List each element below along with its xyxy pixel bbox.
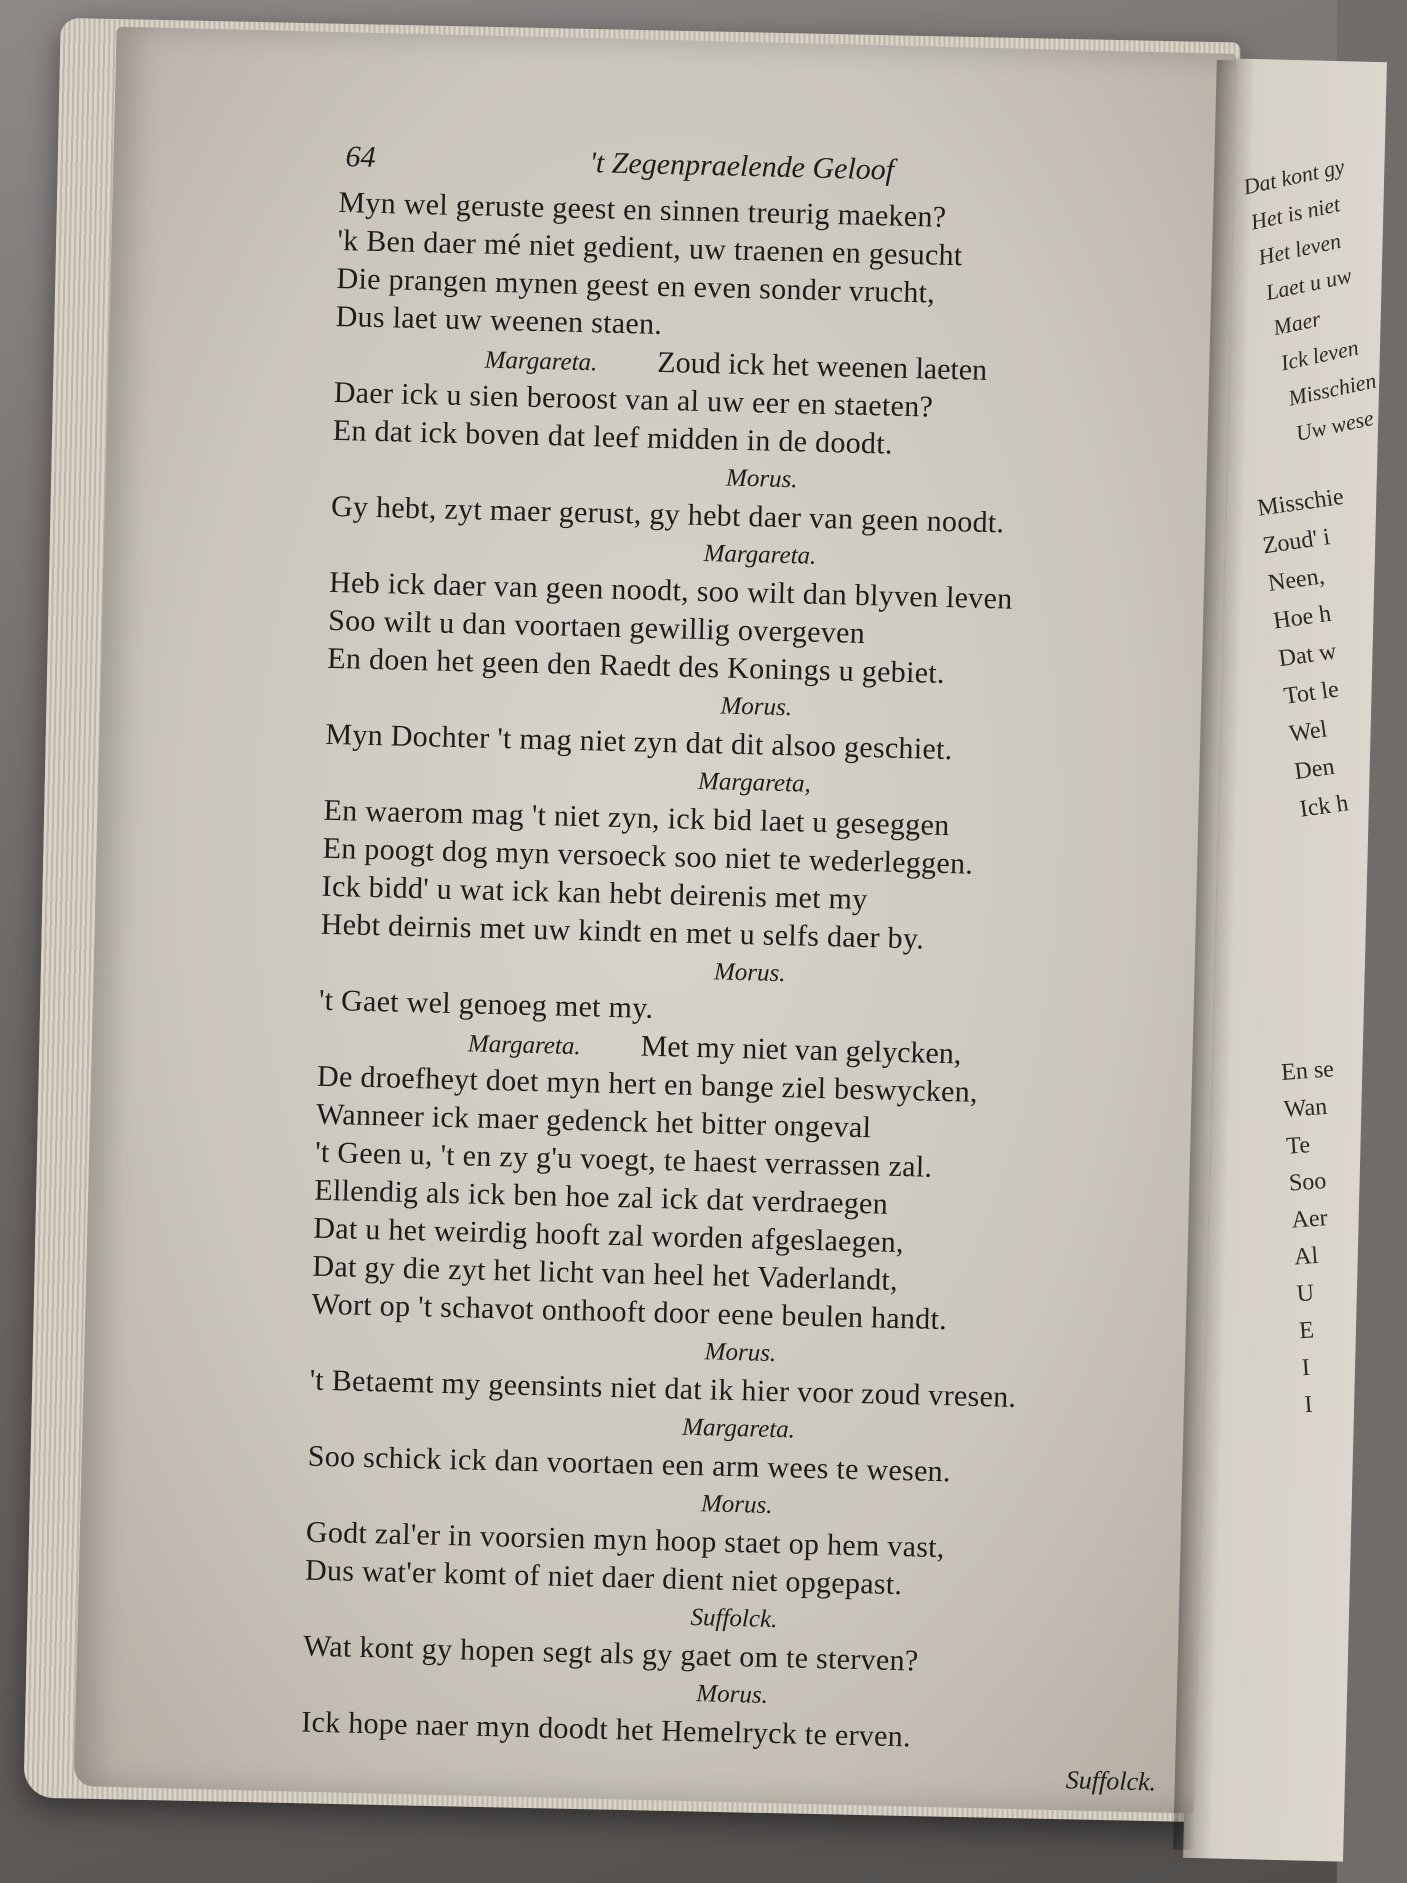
verse-line: En doen het geen den Raedt des Konings u gebiet. [326, 641, 946, 690]
verse-line: Myn Dochter 't mag niet zyn dat dit alsoo geschiet. [325, 717, 953, 767]
facing-page-fragment: Laet u uw [1263, 262, 1354, 305]
facing-page-fragment: Aer [1290, 1205, 1329, 1234]
speaker-name: Morus. [720, 692, 793, 722]
facing-page-fragment: Neen, [1266, 563, 1327, 597]
speaker-name: Morus. [704, 1338, 777, 1368]
facing-page-fragment: U [1295, 1280, 1315, 1308]
speaker-name: Margareta. [703, 540, 817, 570]
verse-line: 't Geen u, 't en zy g'u voegt, te haest verrassen zal. [314, 1135, 933, 1184]
facing-page-fragment: Dat kont gy [1241, 153, 1347, 200]
facing-page-fragment: Het leven [1256, 227, 1344, 270]
verse-text: Zoud ick het weenen laeten [656, 345, 988, 387]
verse-line: 't Gaet wel genoeg met my. [318, 983, 654, 1025]
speaker-name: Morus. [696, 1680, 769, 1709]
verse-line: En dat ick boven dat leef midden in de doodt. [332, 413, 894, 461]
page-number: 64 [345, 140, 376, 174]
verse-line: Hebt deirnis met uw kindt en met u selfs daer by. [320, 907, 925, 956]
verse-line: Soo schick ick dan voortaen een arm wees te wesen. [307, 1439, 952, 1489]
facing-page-fragment: Het is niet [1248, 191, 1343, 235]
speaker-name: Margareta. [681, 1413, 796, 1444]
verse-line: Godt zal'er in voorsien myn hoop staet op hem vast, [305, 1515, 946, 1565]
verse-line: Soo wilt u dan voortaen gewillig overgeven [327, 603, 866, 650]
verse-line: Ick hope naer myn doodt het Hemelryck te erven. [300, 1705, 912, 1754]
facing-page-fragment: Ick h [1298, 790, 1350, 823]
verse-line: Ick bidd' u wat ick kan hebt deirenis met my [321, 869, 868, 917]
verse-line: Wort op 't schavot onthooft door eene beulen handt. [311, 1287, 948, 1337]
verse-lines [301, 184, 1199, 1763]
facing-page-fragment: Wan [1282, 1093, 1329, 1123]
facing-page-fragment: Zoud' i [1261, 524, 1332, 560]
speaker-name: Morus. [725, 464, 798, 494]
facing-page-fragment: Tot le [1282, 676, 1341, 710]
verse-line: 't Betaemt my geensints niet dat ik hier voor zoud vresen. [309, 1363, 1017, 1414]
facing-page-fragment: Soo [1288, 1168, 1328, 1197]
page-text-block [300, 140, 1200, 1803]
speaker-name: Margareta, [697, 767, 812, 798]
facing-page-fragment: Misschien [1285, 367, 1379, 411]
verse-line: Daer ick u sien beroost van al uw eer en staeten? [333, 375, 934, 424]
verse-line: Myn wel geruste geest en sinnen treurig maeken? [338, 185, 947, 234]
facing-page-fragment: Misschie [1255, 483, 1346, 522]
facing-page-fragment: Dat w [1276, 638, 1339, 673]
speaker-name: Suffolck. [690, 1604, 778, 1634]
facing-page-fragment: Wel [1287, 716, 1329, 748]
facing-page-fragment: E [1298, 1317, 1315, 1345]
catchword: Suffolck. [1065, 1765, 1157, 1797]
verse-line: Wanneer ick maer gedenck het bitter ongeval [315, 1097, 872, 1145]
running-title: 't Zegenpraelende Geloof [589, 146, 895, 187]
verse-line: Heb ick daer van geen noodt, soo wilt dan blyven leven [328, 565, 1013, 616]
facing-page-fragment: Ick leven [1278, 334, 1361, 376]
facing-page-fragment: Maer [1270, 305, 1323, 341]
facing-page-fragment: Hoe h [1271, 600, 1333, 635]
verse-line: Dus wat'er komt of niet daer dient niet opgepast. [304, 1553, 903, 1602]
verse-line: Dus laet uw weenen staen. [335, 299, 663, 341]
verse-line: Dat u het weirdig hooft zal worden afgeslaegen, [313, 1211, 905, 1260]
speaker-name: Margareta. [467, 1030, 581, 1061]
speaker-name: Margareta. [484, 346, 598, 377]
verse-line: En poogt dog myn versoeck soo niet te wederleggen. [322, 831, 974, 881]
facing-page-fragment: Te [1285, 1132, 1311, 1160]
facing-page-fragment: I [1300, 1354, 1311, 1382]
verse-text: Met my niet van gelycken, [640, 1029, 962, 1071]
verse-line: Wat kont gy hopen segt als gy gaet om te sterven? [302, 1629, 919, 1678]
facing-page-fragment: Uw wese [1293, 404, 1376, 446]
verse-line: 'k Ben daer mé niet gedient, uw traenen en gesucht [337, 223, 963, 273]
verse-line: De droefheyt doet myn hert en bange ziel beswycken, [316, 1059, 979, 1109]
verse-line: Dat gy die zyt het licht van heel het Vaderlandt, [312, 1249, 899, 1297]
speaker-name: Morus. [713, 958, 786, 988]
facing-page-fragment: Den [1292, 753, 1337, 786]
facing-page-fragment: I [1303, 1391, 1314, 1419]
speaker-name: Morus. [700, 1490, 773, 1519]
verse-line: En waerom mag 't niet zyn, ick bid laet u geseggen [323, 793, 950, 843]
facing-page-fragment: En se [1280, 1056, 1335, 1086]
verse-line: Gy hebt, zyt maer gerust, gy hebt daer van geen noodt. [330, 489, 1005, 540]
verse-line: Ellendig als ick ben hoe zal ick dat verdraegen [313, 1173, 889, 1221]
verse-line: Die prangen mynen geest en even sonder vrucht, [336, 261, 936, 310]
facing-page-fragment: Al [1293, 1242, 1320, 1271]
